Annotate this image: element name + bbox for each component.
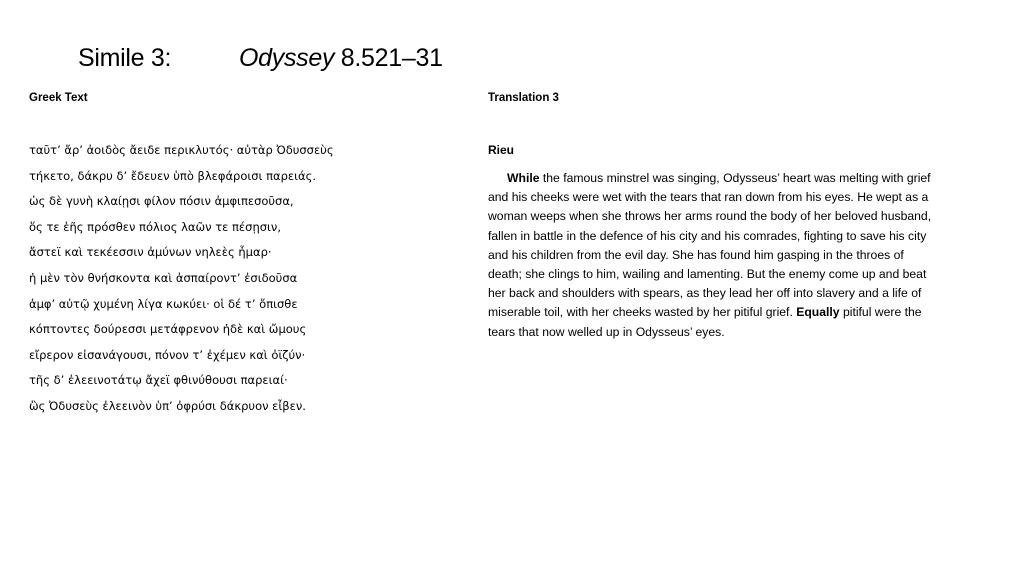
title-reference: 8.521–31 [334,44,443,72]
title-work-name: Odyssey [239,44,335,72]
greek-text-heading: Greek Text [29,92,88,104]
title-prefix: Simile 3: [78,44,172,72]
greek-line: ἀμφ’ αὐτῷ χυμένη λίγα κωκύει· οἱ δέ τ’ ὄπισθε [29,296,298,311]
greek-line: ἄστεϊ καὶ τεκέεσσιν ἀμύνων νηλεὲς ἦμαρ· [29,245,272,260]
greek-line: ἡ μὲν τὸν θνήσκοντα καὶ ἀσπαίροντ’ ἐσιδοῦσα [29,270,298,285]
translation-emphasis-word: Equally [796,305,840,320]
greek-line: τῆς δ’ ἐλεεινοτάτῳ ἄχεϊ φθινύθουσι παρειαί· [29,373,288,388]
greek-line: ὡς δὲ γυνὴ κλαίῃσι φίλον πόσιν ἀμφιπεσοῦσα, [29,194,294,209]
translation-paragraph [488,169,940,342]
greek-line: ὅς τε ἑῆς πρόσθεν πόλιος λαῶν τε πέσῃσιν, [29,219,281,234]
translation-heading: Translation 3 [488,92,559,104]
greek-text-lines [29,141,449,423]
translation-text-end: pitiful were the tears that now welled up in Odysseus’ eyes. [488,305,922,339]
slide-title [78,38,443,78]
translation-lead-word: While [507,171,540,185]
greek-line: κόπτοντες δούρεσσι μετάφρενον ἠδὲ καὶ ὤμους [29,322,307,337]
greek-line: τήκετο, δάκρυ δ’ ἔδευεν ὑπὸ βλεφάροισι παρειάς. [29,168,317,183]
greek-line: εἴρερον εἰσανάγουσι, πόνον τ’ ἐχέμεν καὶ ὀϊζύν· [29,347,306,362]
translator-name: Rieu [488,143,515,157]
greek-line: ταῦτ’ ἄρ’ ἀοιδὸς ἄειδε περικλυτός· αὐτὰρ Ὀδυσσεὺς [29,143,334,157]
translation-text-main: the famous minstrel was singing, Odysseus’ heart was melting with grief and his cheeks were wet with the tears that ran down from his eyes. He wept as a woman weeps when she throws her arms round the body of her beloved husband, fallen in battle in the defence of his city and his comrades, fighting to save his city and his children from the evil day. She has found him gasping in the throes of death; she clings to him, wailing and lamenting. But the enemy come up and beat her back and shoulders with spears, as they lead her off into slavery and a life of miserable toil, with her cheeks wasted by her pitiful grief. [488,171,932,320]
greek-line: ὣς Ὀδυσεὺς ἐλεεινὸν ὑπ’ ὀφρύσι δάκρυον εἶβεν. [29,398,306,413]
